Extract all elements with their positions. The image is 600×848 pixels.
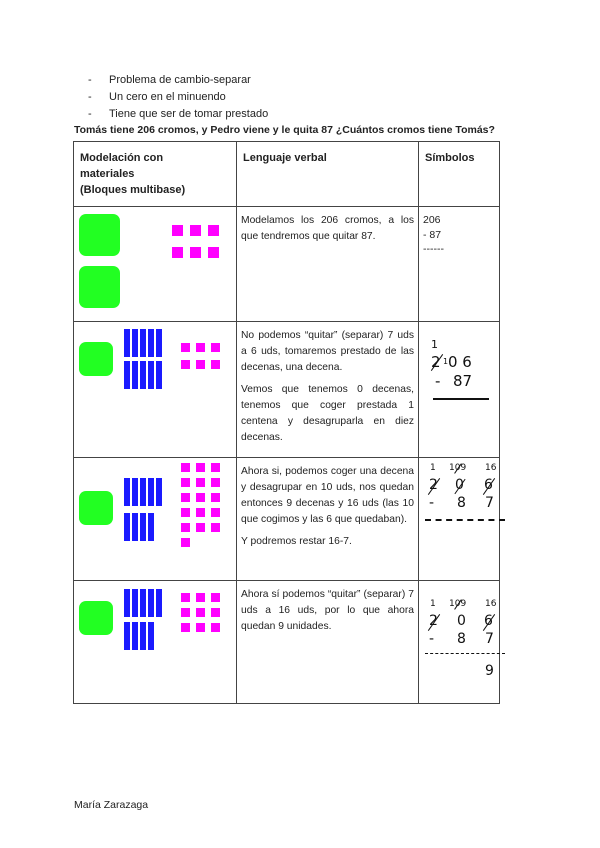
- ten-rod: [140, 589, 146, 617]
- unit-block: [181, 523, 190, 532]
- ten-rod: [140, 478, 146, 506]
- blocks-cell: [74, 458, 237, 581]
- table-row: [74, 322, 500, 458]
- ten-rod: [148, 329, 154, 357]
- unit-block: [196, 343, 205, 352]
- borrow-mark: 1: [431, 338, 438, 351]
- verbal-text: Vemos que tenemos 0 decenas, tenemos que coger prestada 1 centena y desagruparla en diez decenas.: [241, 384, 414, 443]
- unit-block: [181, 463, 190, 472]
- ten-rod: [148, 513, 154, 541]
- ten-rod: [124, 329, 130, 357]
- subtrahend: - 87: [423, 229, 442, 241]
- unit-block: [181, 593, 190, 602]
- digit-units: 6: [484, 613, 493, 629]
- unit-block: [181, 508, 190, 517]
- verbal-text: Ahora sí podemos “quitar” (separar) 7 uds a 16 uds, por lo que ahora quedan 9 unidades.: [241, 589, 414, 632]
- ten-rod: [140, 329, 146, 357]
- unit-block: [181, 538, 190, 547]
- ten-rod: [148, 361, 154, 389]
- unit-block: [172, 247, 183, 258]
- ten-rod: [124, 513, 130, 541]
- unit-block: [211, 343, 220, 352]
- bullet-item: - Tiene que ser de tomar prestado: [88, 106, 268, 123]
- blocks-cell: [74, 581, 237, 704]
- verbal-cell: [237, 458, 419, 581]
- ten-rod: [140, 361, 146, 389]
- footer-author: María Zarazaga: [74, 799, 149, 811]
- verbal-text: No podemos “quitar” (separar) 7 uds a 6 uds, tomaremos prestado de las decenas, una decena.: [241, 330, 414, 373]
- ten-rods: [124, 329, 162, 389]
- digit-tens: 0: [457, 613, 466, 629]
- verbal-cell: [237, 322, 419, 458]
- bullet-item: - Un cero en el minuendo: [88, 89, 268, 106]
- symbols-cell: [419, 207, 500, 322]
- unit-block: [181, 623, 190, 632]
- verbal-cell: [237, 581, 419, 704]
- minus-sign: -: [435, 372, 441, 390]
- digit-hundreds: 2: [429, 613, 438, 629]
- subtrahend-tens: 8: [457, 495, 466, 511]
- blocks-cell: [74, 207, 237, 322]
- borrow-mark: 1: [430, 463, 436, 473]
- subtrahend-tens: 8: [457, 631, 466, 647]
- handwritten-operation: [423, 587, 495, 693]
- hundred-block: [79, 342, 113, 376]
- symbols-cell: [419, 322, 500, 458]
- table-row: [74, 581, 500, 704]
- symbols-cell: [419, 581, 500, 704]
- header-symbols: Símbolos: [419, 142, 500, 207]
- ten-rod: [156, 478, 162, 506]
- header-verbal: Lenguaje verbal: [237, 142, 419, 207]
- unit-block: [196, 523, 205, 532]
- unit-block: [211, 463, 220, 472]
- ten-rod: [132, 589, 138, 617]
- ten-rod: [132, 513, 138, 541]
- base-ten-blocks: [74, 458, 236, 575]
- unit-block: [211, 478, 220, 487]
- unit-block: [181, 343, 190, 352]
- subtrahend: 87: [453, 372, 473, 390]
- base-ten-blocks: [74, 322, 236, 452]
- unit-block: [181, 493, 190, 502]
- table-row: [74, 207, 500, 322]
- minus-sign: -: [429, 495, 435, 511]
- handwritten-operation: [423, 328, 495, 446]
- verbal-text: Y podremos restar 16-7.: [241, 536, 352, 547]
- ten-rod: [148, 589, 154, 617]
- digit-hundreds: 2: [431, 353, 441, 371]
- verbal-cell: [237, 207, 419, 322]
- ten-rod: [148, 622, 154, 650]
- unit-block: [211, 360, 220, 369]
- base-ten-blocks: [74, 581, 236, 698]
- result-digit: 9: [485, 663, 494, 679]
- hundred-block: [79, 601, 113, 635]
- unit-block: [211, 593, 220, 602]
- subtraction-table: [73, 141, 500, 704]
- table-row: [74, 458, 500, 581]
- unit-block: [196, 478, 205, 487]
- result-line: [425, 653, 505, 654]
- unit-block: [196, 593, 205, 602]
- ten-rod: [156, 329, 162, 357]
- verbal-text: Ahora si, podemos coger una decena y desagrupar en 10 uds, nos quedan entonces 9 decenas y 16 uds (las 10 que cogimos y las 6 que quedaban).: [241, 466, 414, 525]
- subtrahend-units: 7: [485, 495, 494, 511]
- digits-rest: 0 6: [448, 353, 472, 371]
- unit-block: [172, 225, 183, 236]
- hundred-block: [79, 214, 120, 256]
- unit-block: [211, 623, 220, 632]
- verbal-text: Modelamos los 206 cromos, a los que tendremos que quitar 87.: [241, 215, 414, 242]
- base-ten-blocks: [74, 207, 236, 316]
- ten-rod: [132, 622, 138, 650]
- ten-rod: [140, 513, 146, 541]
- unit-block: [196, 608, 205, 617]
- unit-block: [211, 523, 220, 532]
- header-materials: Modelación con materiales (Bloques multibase): [74, 142, 237, 207]
- digit-units: 6: [484, 477, 493, 493]
- minuend: 206: [423, 214, 441, 226]
- result-line: [433, 398, 489, 400]
- ten-rod: [124, 361, 130, 389]
- symbols-cell: [419, 458, 500, 581]
- unit-block: [181, 608, 190, 617]
- unit-block: [196, 360, 205, 369]
- unit-block: [196, 463, 205, 472]
- unit-block: [211, 608, 220, 617]
- subtrahend-units: 7: [485, 631, 494, 647]
- unit-block: [190, 247, 201, 258]
- unit-block: [196, 623, 205, 632]
- unit-block: [208, 225, 219, 236]
- bullet-list: [88, 72, 268, 123]
- ten-rod: [124, 622, 130, 650]
- borrow-mark: 109: [449, 599, 467, 609]
- ten-rod: [156, 589, 162, 617]
- ten-rod: [124, 478, 130, 506]
- handwritten-operation: [423, 464, 495, 570]
- hundred-block: [79, 266, 120, 308]
- borrow-mark: 109: [449, 463, 467, 473]
- ten-rod: [156, 361, 162, 389]
- minus-sign: -: [429, 631, 435, 647]
- bullet-item: - Problema de cambio-separar: [88, 72, 268, 89]
- ten-rod: [148, 478, 154, 506]
- unit-block: [211, 493, 220, 502]
- ten-rod: [132, 329, 138, 357]
- problem-statement: Tomás tiene 206 cromos, y Pedro viene y le quita 87 ¿Cuántos cromos tiene Tomás?: [74, 124, 495, 136]
- small-borrow: 1: [443, 357, 449, 366]
- ten-rod: [140, 622, 146, 650]
- unit-block: [196, 493, 205, 502]
- unit-block: [190, 225, 201, 236]
- hundred-block: [79, 491, 113, 525]
- borrow-mark: 16: [485, 463, 497, 473]
- header-row: [74, 142, 500, 207]
- unit-block: [181, 360, 190, 369]
- unit-block: [181, 478, 190, 487]
- unit-block: [211, 508, 220, 517]
- blocks-cell: [74, 322, 237, 458]
- ten-rod: [132, 478, 138, 506]
- result-line: ------: [423, 243, 444, 255]
- borrow-mark: 1: [430, 599, 436, 609]
- unit-block: [208, 247, 219, 258]
- borrow-mark: 16: [485, 599, 497, 609]
- digit-tens: 0: [455, 477, 464, 493]
- result-line: [425, 519, 505, 521]
- ten-rod: [132, 361, 138, 389]
- digit-hundreds: 2: [429, 477, 438, 493]
- unit-block: [196, 508, 205, 517]
- ten-rod: [124, 589, 130, 617]
